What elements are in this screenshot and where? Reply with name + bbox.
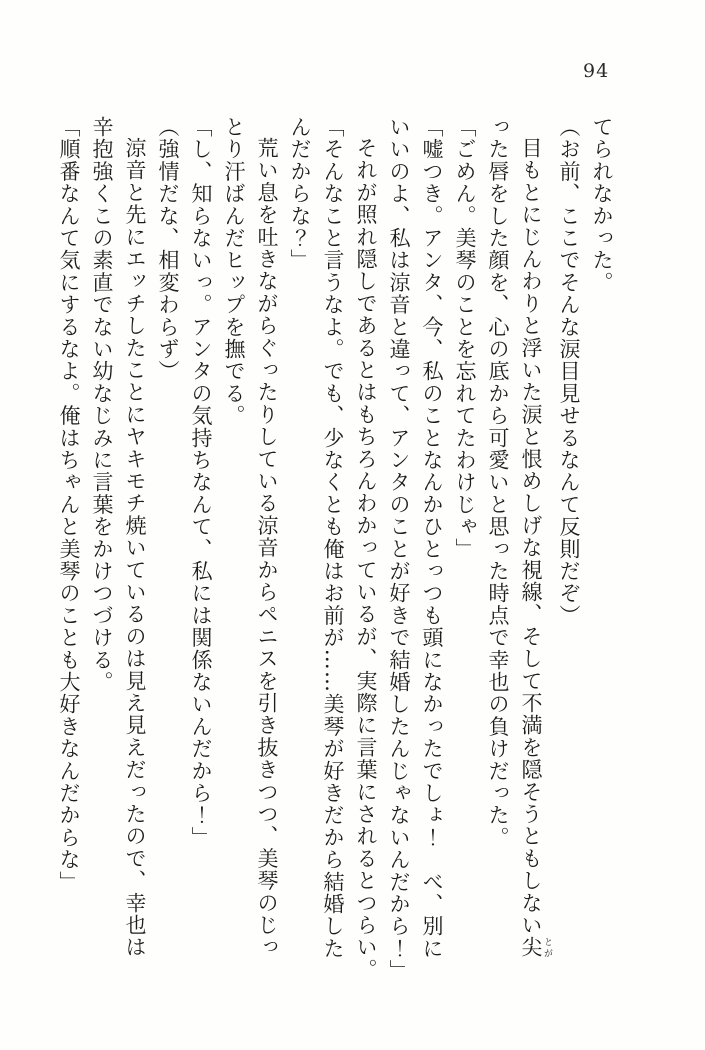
page-number: 94 [583,60,610,82]
text-line: 「し、知らないっ。アンタの気持ちなんて、私には関係ないんだから！」 [189,116,213,849]
ruby-annotated-word: 尖 とが [519,936,552,959]
text-line: 「ごめん。美琴のことを忘れてたわけじゃ」 [453,116,477,560]
furigana: とが [542,936,552,959]
text-line: った唇をした顔を、心の底から可愛いと思った時点で幸也の負けだった。 [486,116,510,849]
text-line: （強情だな、相変わらず） [156,116,180,383]
text-line: てられなかった。 [590,116,614,294]
text-line: いいのよ、私は涼音と違って、アンタのことが好きで結婚したんじゃないんだから！」 [387,116,411,982]
text-line: 目もとにじんわりと浮いた涙と恨めしげな視線、そして不満を隠そうともしない尖 とが [519,137,552,959]
text-line: それが照れ隠しであるとはもちろんわかっているが、実際に言葉にされるとつらい。 [354,137,378,981]
text-line: 「順番なんて気にするなよ。俺はちゃんと美琴のことも大好きなんだからな」 [57,116,81,893]
text-line: 辛抱強くこの素直でない幼なじみに言葉をかけつづける。 [90,116,114,694]
text-line: とり汗ばんだヒップを撫でる。 [222,116,246,427]
text-line: 涼音と先にエッチしたことにヤキモチ焼いているのは見え見えだったので、幸也は [123,137,147,959]
text-line: （お前、ここでそんな涙目見せるなんて反則だぞ） [557,116,581,627]
text-line: んだからな？」 [288,116,312,272]
text-line: 荒い息を吐きながらぐったりしている涼音からペニスを引き抜きつつ、美琴のじっ [255,137,279,959]
text-block [52,116,618,1021]
text-line: 「嘘つき。アンタ、今、私のことなんかひとっつも頭になかったでしょ！ べ、別に [420,116,444,960]
text-line: 「そんなこと言うなよ。でも、少なくとも俺はお前が……美琴が好きだから結婚した [321,116,345,960]
